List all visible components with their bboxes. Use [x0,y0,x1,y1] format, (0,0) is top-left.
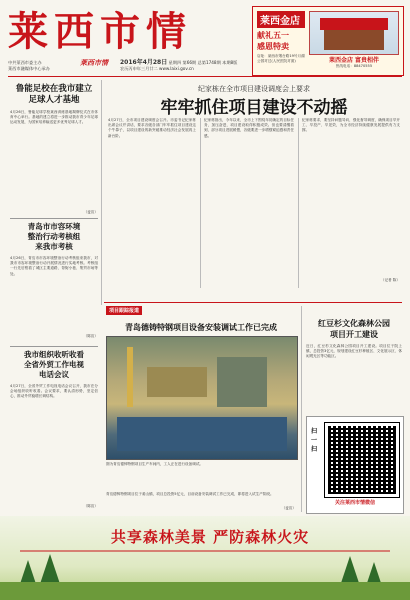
sponsor-line: 中共莱西市委主办 [8,60,42,65]
ad-text-block [257,11,305,64]
banner-ribbon [20,550,390,552]
project-photo [106,336,298,460]
project-section-body: 青岛德铸特钢项目位于姜山镇，项目总投资5亿元，目前设备安装调试工作已完成，即将进入试生产阶段。 [106,492,274,496]
left-story-3-author: （陈宣） [83,504,98,508]
qr-code-image[interactable] [325,423,399,497]
masthead-date-block [120,60,250,72]
left-story-2-title-line-3: 来我市考核 [35,242,73,251]
left-column-rule [101,80,102,305]
qr-caption: 关注莱西市情微信 [334,500,375,506]
banner-slogan: 共享森林美景 严防森林火灾 [110,528,310,546]
logo-mark: 莱西市情 [80,58,108,67]
total-issue: 总第1748期 [197,60,221,65]
right-story [306,318,402,421]
qr-code-panel [306,416,404,514]
photo-equipment [217,357,267,407]
lead-story-title: 牢牢抓住项目建设不动摇 [160,98,348,118]
left-story-1-title-line-2: 足球人才基地 [28,95,80,105]
project-section-author: （麦宣） [281,506,296,510]
lead-story-body-col-3: 纪家栋要求，要坚持问题导向，强化督导调度，确保项目早开工、早投产、早见效，为全市经济持续健康发展提供有力支撑。 [302,118,400,133]
photo-crane-beam [127,347,133,407]
lead-column-rule-2 [298,118,299,288]
qr-label: 扫一扫 [311,428,318,453]
tree-icon [40,554,60,584]
ad-slogan-2: 感恩特卖 [257,41,289,51]
left-story-1-author: （麦宣） [83,210,98,214]
top-advertisement [252,6,404,76]
masthead-divider [8,76,402,77]
project-section-tag: 项目跟踪报道 [106,306,142,315]
masthead-title: 莱西市情 [8,8,192,55]
ad-slogan-1: 献礼五一 [257,30,289,40]
ad-storefront-photo [309,11,399,55]
project-section-title: 青岛德铸特钢项目设备安装调试工作已完成 [125,322,277,332]
organizer-line: 莱西市融媒体中心承办 [8,66,50,71]
bottom-banner [0,516,410,600]
issue-number: 第66期 [182,60,197,65]
ad-address: 店址：莱西市烟台路19号月湖公园对过(人民医院对面) [257,54,305,63]
masthead-info-left [8,60,78,72]
page-count: 本期8版 [222,60,238,65]
ad-brand: 莱西金店 [257,11,305,28]
lead-story-author: （记者 陈） [380,278,400,282]
storefront-building [324,30,384,50]
left-story-2-title-line-2: 整治行动考核组 [27,232,81,241]
weekday: 星期四 [168,60,182,65]
left-story-1 [10,84,98,215]
lead-story-body-col-2: 纪家栋指出，今年以来，全市上下围绕年初确定的目标任务，加压奋进，项目建设取得积极成效。但也要清醒看到，部分项目进展缓慢，各级要进一步增强紧迫感和责任感。 [204,118,294,138]
banner-ground [0,582,410,600]
lead-story [106,84,402,120]
issue-date: 2016年4月28日 [120,59,168,66]
photo-floor-machines [117,417,287,451]
lead-story-body-col-1: 4月27日，全市项目建设调度会召开。市委书记纪家栋出席会议并讲话，要求各级各部门牢牢抓住项目建设这个牛鼻子，以项目建设的新突破推动经济社会发展再上新台阶。 [108,118,196,138]
left-divider-1 [10,218,98,219]
lunar-date: 农历丙申年三月廿二 [120,66,158,71]
left-story-3-body: 4月27日，全省外贸工作电视电话会议召开，我市在分会场组织收听收看。会议要求，要认清形势，坚定信心，推动外贸稳增长调结构。 [10,384,98,399]
right-column-rule [301,306,302,512]
ad-contact: 热线电话：88470555 [335,64,373,68]
lead-story-kicker: 纪家栋在全市项目建设调度会上要求 [198,85,310,93]
project-section-top-rule [104,302,402,303]
left-story-2 [10,222,98,339]
left-story-2-title-line-1: 青岛市市容环境 [27,222,81,231]
right-story-title-line-1: 红豆杉文化森林公园 [318,318,390,328]
ad-right-slogan: 莱西金店 富贵相伴 [328,57,380,64]
left-story-2-author: （陈宣） [83,334,98,338]
project-photo-caption: 图为青岛德铸特钢项目生产车间内，工人正在进行设备调试。 [106,462,204,466]
photo-machinery [147,367,207,397]
left-story-3-title-line-1: 我市组织收听收看 [24,350,84,359]
website: www.laixi.gov.cn [159,66,194,71]
left-story-3-title-line-3: 电话会议 [39,370,69,379]
right-story-body: 近日，红豆杉文化森林公园项目开工建设。项目位于院上镇，总投资3亿元，规划建设红豆杉种植区、文化展示区、休闲观光区等功能区。 [306,344,402,359]
left-story-1-title-line-1: 鲁能足校在我市建立 [15,84,93,94]
left-story-3 [10,350,98,509]
left-story-1-body: 4月26日，鲁能足球学校莱西训练基地揭牌仪式在市体育中心举行。基地的建立将进一步推动我市青少年足球运动发展，为国家培养输送更多优秀足球人才。 [10,110,98,125]
right-story-title-line-2: 项目开工建设 [330,329,378,339]
storefront-sign [320,18,388,30]
left-story-3-title-line-2: 全省外贸工作电视 [24,360,84,369]
left-story-2-body: 4月26日，青岛市市容环境整治行动考核组来我市，对我市市容环境整治行动开展情况进行实地考核。考核组一行先后察看了城区主要道路、背街小巷、集贸市场等处。 [10,256,98,276]
lead-column-rule-1 [200,118,201,288]
left-divider-2 [10,346,98,347]
